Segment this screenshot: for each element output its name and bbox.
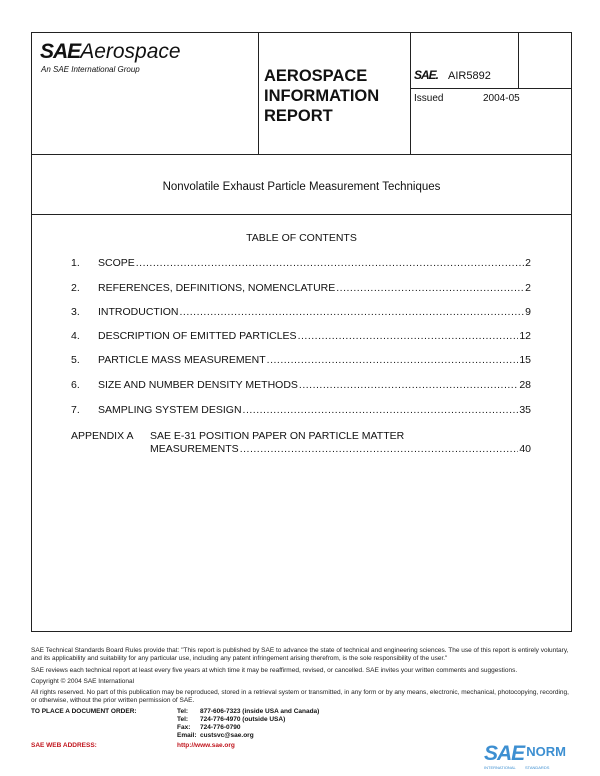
- contact-value: 877-606-7323 (inside USA and Canada): [200, 708, 320, 715]
- header-divider-1: [258, 32, 259, 154]
- toc-leader: [180, 306, 525, 319]
- footer-rights: All rights reserved. No part of this publication may be reproduced, stored in a retrieval system or transmitted, in any form or by any means, electronic, mechanical, photocopying, recording, or otherwise, without the prior written permission of SAE.: [31, 689, 569, 704]
- badge-subtitle-left: INTERNATIONAL: [484, 765, 516, 770]
- issued-label: Issued: [414, 93, 444, 104]
- toc-leader: [298, 330, 519, 343]
- issued-date: 2004-05: [483, 93, 520, 104]
- header-divider-3: [518, 32, 519, 88]
- appendix-title[interactable]: SAE E-31 POSITION PAPER ON PARTICLE MATTER: [150, 430, 405, 442]
- footer-copyright: Copyright © 2004 SAE International: [31, 678, 135, 685]
- header-row-line: [410, 88, 572, 89]
- toc-leader: [336, 282, 524, 295]
- sae-small-logo: SAE.: [414, 68, 439, 82]
- web-address-link[interactable]: http://www.sae.org: [177, 742, 235, 749]
- title-bottom-line: [31, 214, 572, 215]
- badge-subtitle-right: STANDARDS: [525, 765, 550, 770]
- footer-review: SAE reviews each technical report at least every five years at which time it may be reaffirmed, revised, or cancelled. SAE invites your written comments and suggestions.: [31, 667, 518, 674]
- document-number: AIR5892: [448, 70, 491, 82]
- contact-email[interactable]: custsvc@sae.org: [200, 732, 254, 739]
- contact-key: Email:: [177, 732, 197, 739]
- toc-leader: [267, 354, 519, 367]
- logo-tagline: An SAE International Group: [41, 65, 140, 74]
- contact-key: Fax:: [177, 724, 191, 731]
- web-address-label: SAE WEB ADDRESS:: [31, 742, 97, 749]
- toc-leader: [136, 257, 524, 270]
- contact-value: 724-776-4970 (outside USA): [200, 716, 286, 723]
- contact-key: Tel:: [177, 716, 189, 723]
- order-label: TO PLACE A DOCUMENT ORDER:: [31, 708, 137, 715]
- toc-leader: [240, 443, 519, 455]
- document-title: Nonvolatile Exhaust Particle Measurement Techniques: [162, 181, 441, 193]
- toc-leader: [243, 404, 519, 417]
- header-bottom-line: [31, 154, 572, 155]
- header-divider-2: [410, 32, 411, 154]
- appendix-title-cont[interactable]: MEASUREMENTS ..... 40: [150, 443, 531, 455]
- toc-leader: [299, 379, 518, 392]
- footer-policy: SAE Technical Standards Board Rules provide that: "This report is published by SAE to advance the state of technical and engineering sciences. The use of this report is entirely voluntary, and its applicability and suitability for any particular use, including any patent infringement arising therefrom, is the sole responsibility of the user.": [31, 647, 569, 662]
- contact-value: 724-776-0790: [200, 724, 241, 731]
- report-type: AEROSPACE INFORMATION REPORT: [264, 67, 380, 125]
- appendix-label: APPENDIX A: [71, 430, 134, 442]
- sae-norm-badge: SAE $^{NORM}$: [484, 742, 566, 765]
- sae-aerospace-logo: SAEAerospace: [40, 40, 181, 63]
- toc-heading: TABLE OF CONTENTS: [246, 232, 357, 244]
- contact-key: Tel:: [177, 708, 189, 715]
